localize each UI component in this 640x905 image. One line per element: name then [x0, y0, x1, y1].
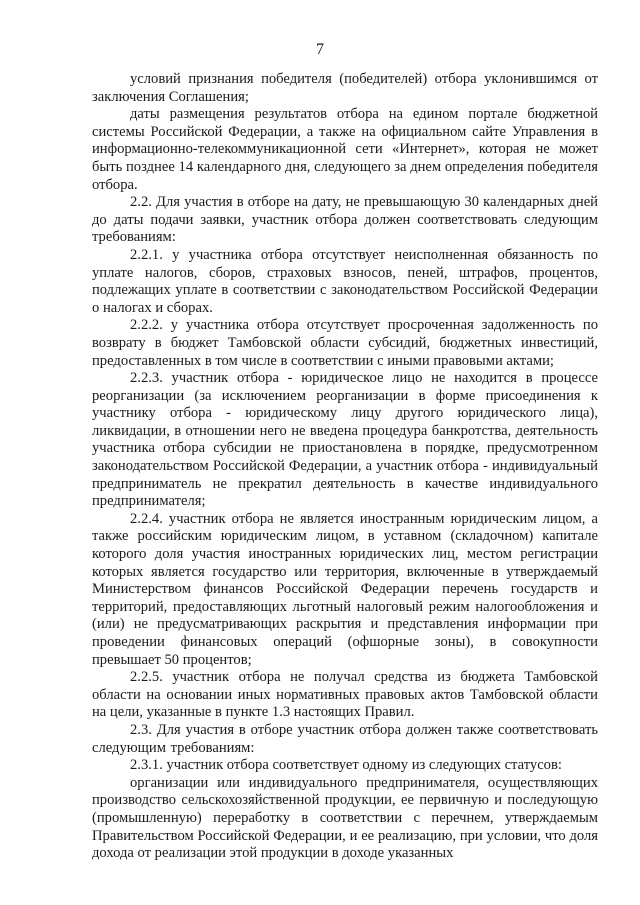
paragraph-2-2-5: 2.2.5. участник отбора не получал средства из бюджета Тамбовской области на основании иных нормативных правовых актов Тамбовской области на цели, указанные в пункте 1.3 настоящих Правил. — [92, 669, 598, 721]
page-number: 7 — [316, 41, 324, 58]
paragraph-results-publication-date: даты размещения результатов отбора на едином портале бюджетной системы Российской Федерации, а также на официальном сайте Управления в информационно-телекоммуникационной сети «Интернет», которая не может быть позднее 14 календарного дня, следующего за днем определения победителя отбора. — [92, 106, 598, 193]
paragraph-2-3-1: 2.3.1. участник отбора соответствует одному из следующих статусов: — [130, 757, 562, 774]
paragraph-2-2: 2.2. Для участия в отборе на дату, не превышающую 30 календарных дней до даты подачи заявки, участник отбора должен соответствовать следующим требованиям: — [92, 194, 598, 246]
paragraph-2-2-3: 2.2.3. участник отбора - юридическое лицо не находится в процессе реорганизации (за исключением реорганизации в форме присоединения к участнику отбора - юридическому лицу другого юридического лица), ликвидации, в отношении него не введена процедура банкротства, деятельность участника отбора субсидии не приостановлена в порядке, предусмотренном законодательством Российской Федерации, а участник отбора - индивидуальный предприниматель не прекратил деятельность в качестве индивидуального предпринимателя; — [92, 370, 598, 510]
document-body — [92, 71, 598, 863]
paragraph-continuation-winner-terms: условий признания победителя (победителей) отбора уклонившимся от заключения Соглашения; — [92, 71, 598, 105]
paragraph-2-2-2: 2.2.2. у участника отбора отсутствует просроченная задолженность по возврату в бюджет Тамбовской области субсидий, бюджетных инвестиций, предоставленных в том числе в соответствии с иными правовыми актами; — [92, 317, 598, 369]
paragraph-2-3: 2.3. Для участия в отборе участник отбора должен также соответствовать следующим требованиям: — [92, 721, 598, 756]
paragraph-status-organizations: организации или индивидуального предпринимателя, осуществляющих производство сельскохозяйственной продукции, ее первичную и последующую (промышленную) переработку в соответствии с перечнем, утверждаемым Правительством Российской Федерации, и ее реализацию, при условии, что доля дохода от реализации этой продукции в доходе указанных — [92, 774, 598, 862]
paragraph-2-2-4: 2.2.4. участник отбора не является иностранным юридическим лицом, а также российским юридическим лицом, в уставном (складочном) капитале которого доля участия иностранных юридических лиц, местом регистрации которых является государство или территория, включенные в утверждаемый Министерством финансов Российской Федерации перечень государств и территорий, предоставляющих льготный налоговый режим налогообложения и (или) не предусматривающих раскрытия и представления информации при проведении финансовых операций (офшорные зоны), в совокупности превышает 50 процентов; — [92, 510, 598, 668]
paragraph-2-2-1: 2.2.1. у участника отбора отсутствует неисполненная обязанность по уплате налогов, сборов, страховых взносов, пеней, штрафов, процентов, подлежащих уплате в соответствии с законодательством Российской Федерации о налогах и сборах. — [92, 246, 598, 316]
